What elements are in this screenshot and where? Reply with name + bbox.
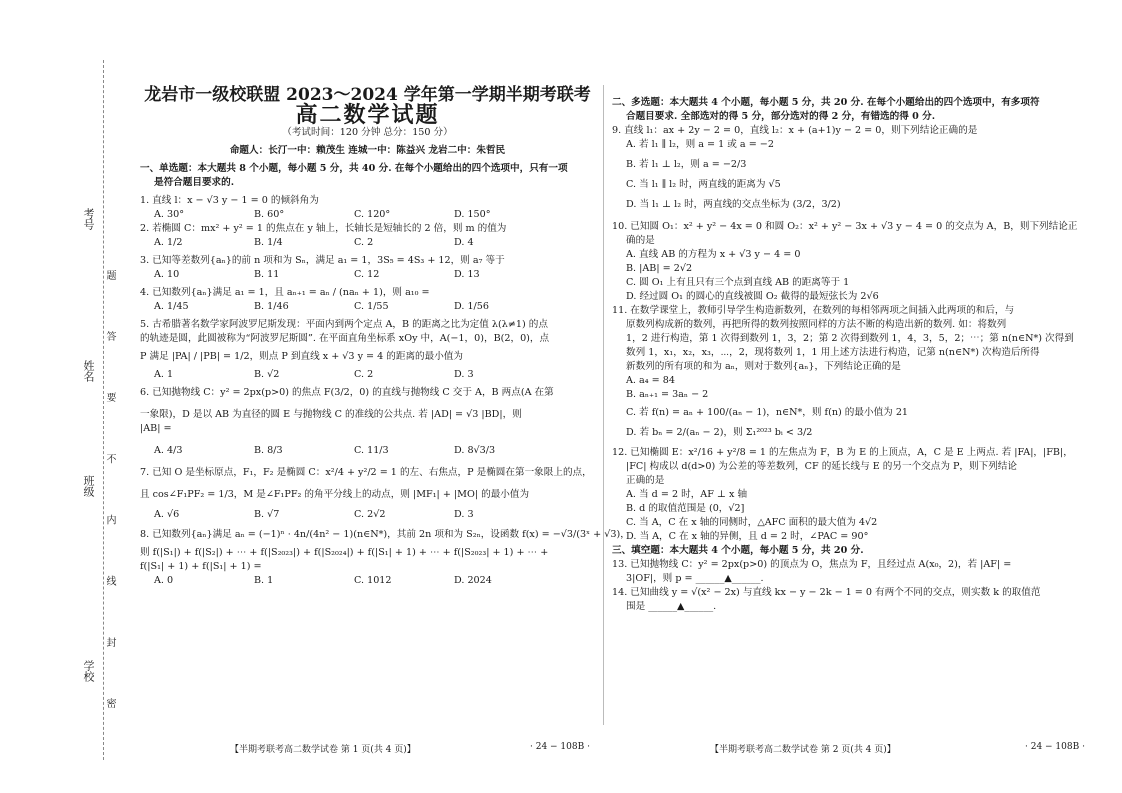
option: B. √2 xyxy=(254,369,280,380)
option: A. 1 xyxy=(154,369,174,380)
option: D. 4 xyxy=(454,237,474,248)
question-9: 9. 直线 l₁：ax + 2y − 2 = 0，直线 l₂：x + (a+1)y − 2 = 0，则下列结论正确的是 xyxy=(612,125,978,136)
question-3-options xyxy=(140,268,595,282)
option: B. 1/46 xyxy=(254,301,289,312)
option: A. 10 xyxy=(154,269,180,280)
option: A. 若 l₁ ∥ l₂，则 a = 1 或 a = −2 xyxy=(626,139,774,150)
option: A. 4/3 xyxy=(154,445,183,456)
option: A. 30° xyxy=(154,209,185,220)
authors: 命题人：长汀一中：赖茂生 连城一中：陈益兴 龙岩二中：朱哲民 xyxy=(229,145,506,156)
question-13: 13. 已知抛物线 C：y² = 2px(p>0) 的顶点为 O，焦点为 F，且经过点 A(x₀，2)，若 |AF| = xyxy=(612,559,1012,570)
option: B. d 的取值范围是 (0，√2] xyxy=(626,503,745,514)
option: A. a₄ = 84 xyxy=(626,375,675,386)
question-2-options xyxy=(140,236,595,250)
option: C. 1012 xyxy=(354,575,392,586)
question-6-cont: |AB| = xyxy=(140,423,172,434)
option: A. 1/45 xyxy=(154,301,189,312)
exam-info: （考试时间：120 分钟 总分：150 分） xyxy=(282,127,453,138)
exam-number-label: 考号 xyxy=(82,208,95,230)
question-5: 5. 古希腊著名数学家阿波罗尼斯发现：平面内到两个定点 A，B 的距离之比为定值 λ(λ≠1) 的点 xyxy=(140,319,548,330)
option: B. √7 xyxy=(254,509,280,520)
page-1 xyxy=(140,85,630,588)
question-11: 11. 在数学课堂上，教师引导学生构造新数列，在数列的每相邻两项之间插入此两项的和后，与 xyxy=(612,305,1015,316)
page-2 xyxy=(612,96,1092,614)
option: D. 150° xyxy=(454,209,491,220)
option: C. 120° xyxy=(354,209,391,220)
option: C. 1/55 xyxy=(354,301,389,312)
option: B. 若 l₁ ⊥ l₂，则 a = −2/3 xyxy=(626,159,747,170)
question-3: 3. 已知等差数列{aₙ}的前 n 项和为 Sₙ，满足 a₁ = 1，3S₅ = 4S₃ + 12，则 a₇ 等于 xyxy=(140,255,505,266)
section-3-heading: 三、填空题：本大题共 4 个小题，每小题 5 分，共 20 分. xyxy=(612,545,864,556)
column-divider xyxy=(603,85,604,725)
option: A. 当 d = 2 时，AF ⊥ x 轴 xyxy=(626,489,748,500)
option: D. 13 xyxy=(454,269,480,280)
section-2-heading-cont: 合题目要求. 全部选对的得 5 分，部分选对的得 2 分，有错选的得 0 分. xyxy=(626,111,936,122)
page-2-footer: 【半期考联考高二数学试卷 第 2 页(共 4 页)】 xyxy=(710,745,896,755)
question-11-cont: 1，2 进行构造，第 1 次得到数列 1，3，2；第 2 次得到数列 1，4，3，5，2；⋯；第 n(n∈N*) 次得到 xyxy=(626,333,1074,344)
option: D. 3 xyxy=(454,509,474,520)
exam-subtitle: 高二数学试题 xyxy=(295,102,440,128)
page-1-code: · 24 − 108B · xyxy=(530,742,590,752)
option: C. 圆 O₁ 上有且只有三个点到直线 AB 的距离等于 1 xyxy=(626,277,850,288)
option: B. 11 xyxy=(254,269,280,280)
page-1-footer: 【半期考联考高二数学试卷 第 1 页(共 4 页)】 xyxy=(230,745,416,755)
option: D. 若 bₙ = 2/(aₙ − 2)，则 Σ₁²⁰²³ bᵢ < 3/2 xyxy=(626,427,813,438)
question-5-options xyxy=(140,368,595,382)
question-6-options xyxy=(140,444,595,458)
option: C. 若 f(n) = aₙ + 100/(aₙ − 1)，n∈N*，则 f(n) 的最小值为 21 xyxy=(626,407,909,418)
binding-strip xyxy=(52,200,122,760)
question-12-cont: 正确的是 xyxy=(626,475,665,486)
option: D. 当 l₁ ⊥ l₂ 时，两直线的交点坐标为 (3/2，3/2) xyxy=(626,199,841,210)
question-1-options xyxy=(140,208,595,222)
option: B. |AB| = 2√2 xyxy=(626,263,693,274)
class-label: 班级 xyxy=(82,475,95,497)
question-8-cont: f(|S₁| + 1) + f(|S₁| + 1) = xyxy=(140,561,262,572)
question-8-cont: 则 f(|S₁|) + f(|S₂|) + ⋯ + f(|S₂₀₂₃|) + f(|S₂₀₂₄|) + f(|S₁| + 1) + ⋯ + f(|S₂₀₂₃| + 1) + ⋯ + xyxy=(140,547,549,558)
option: C. 当 A，C 在 x 轴的同侧时，△AFC 面积的最大值为 4√2 xyxy=(626,517,878,528)
option: D. 8√3/3 xyxy=(454,445,496,456)
option: C. 12 xyxy=(354,269,380,280)
section-1-heading: 一、单选题：本大题共 8 个小题，每小题 5 分，共 40 分. 在每个小题给出的四个选项中，只有一项 xyxy=(140,163,568,174)
option: B. 60° xyxy=(254,209,285,220)
question-2: 2. 若椭圆 C：mx² + y² = 1 的焦点在 y 轴上，长轴长是短轴长的 2 倍，则 m 的值为 xyxy=(140,223,507,234)
option: B. 8/3 xyxy=(254,445,283,456)
question-7-cont: 且 cos∠F₁PF₂ = 1/3，M 是∠F₁PF₂ 的角平分线上的动点，则 |MF₁| + |MO| 的最小值为 xyxy=(140,489,530,500)
option: D. 当 A，C 在 x 轴的异侧，且 d = 2 时，∠PAC = 90° xyxy=(626,531,869,542)
question-8-options xyxy=(140,574,595,588)
question-10-cont: 确的是 xyxy=(626,235,655,246)
option: B. 1 xyxy=(254,575,274,586)
question-8: 8. 已知数列{aₙ}满足 aₙ = (−1)ⁿ · 4n/(4n² − 1)(n∈N*)，其前 2n 项和为 S₂ₙ，设函数 f(x) = −√3/(3ˣ + √3)， xyxy=(140,529,630,540)
section-2-heading: 二、多选题：本大题共 4 个小题，每小题 5 分，共 20 分. 在每个小题给出的四个选项中，有多项符 xyxy=(612,97,1040,108)
question-5-cont: 的轨迹是圆，此圆被称为“阿波罗尼斯圆”. 在平面直角坐标系 xOy 中，A(−1，0)，B(2，0)，点 xyxy=(140,333,550,344)
option: D. 2024 xyxy=(454,575,492,586)
exam-title: 龙岩市一级校联盟 2023～2024 学年第一学期半期考联考 xyxy=(144,85,591,105)
section-1-heading-cont: 是符合题目要求的. xyxy=(154,177,235,188)
question-12: 12. 已知椭圆 E：x²/16 + y²/8 = 1 的左焦点为 F，B 为 E 的上顶点，A，C 是 E 上两点. 若 |FA|，|FB|， xyxy=(612,447,1073,458)
option: A. 1/2 xyxy=(154,237,183,248)
option: A. 0 xyxy=(154,575,174,586)
question-11-cont: 新数列的所有项的和为 aₙ，则对于数列{aₙ}，下列结论正确的是 xyxy=(626,361,901,372)
option: A. 直线 AB 的方程为 x + √3 y − 4 = 0 xyxy=(626,249,801,260)
option: B. 1/4 xyxy=(254,237,283,248)
question-4-options xyxy=(140,300,595,314)
option: D. 1/56 xyxy=(454,301,489,312)
question-7-options xyxy=(140,508,595,522)
question-14-cont: 围是 ______▲______. xyxy=(626,601,717,612)
question-11-cont: 数列 1，x₁，x₂，x₃，⋯，2，现将数列 1，1 用上述方法进行构造，记第 n(n∈N*) 次构造后所得 xyxy=(626,347,1040,358)
option: A. √6 xyxy=(154,509,180,520)
question-5-cont: P 满足 |PA| / |PB| = 1/2，则点 P 到直线 x + √3 y = 4 的距离的最小值为 xyxy=(140,351,464,362)
option: C. 11/3 xyxy=(354,445,389,456)
school-label: 学校 xyxy=(82,660,95,682)
binding-dashed-line xyxy=(103,60,104,760)
question-10: 10. 已知圆 O₁：x² + y² − 4x = 0 和圆 O₂：x² + y² − 3x + √3 y − 4 = 0 的交点为 A，B，则下列结论正 xyxy=(612,221,1078,232)
question-7: 7. 已知 O 是坐标原点，F₁，F₂ 是椭圆 C：x²/4 + y²/2 = 1 的左、右焦点，P 是椭圆在第一象限上的点， xyxy=(140,467,592,478)
option: C. 2√2 xyxy=(354,509,386,520)
question-12-cont: |FC| 构成以 d(d>0) 为公差的等差数列，CF 的延长线与 E 的另一个交点为 P，则下列结论 xyxy=(626,461,1017,472)
option: C. 2 xyxy=(354,369,374,380)
option: C. 2 xyxy=(354,237,374,248)
option: D. 3 xyxy=(454,369,474,380)
option: C. 当 l₁ ∥ l₂ 时，两直线的距离为 √5 xyxy=(626,179,781,190)
page-2-code: · 24 − 108B · xyxy=(1025,742,1085,752)
question-6: 6. 已知抛物线 C：y² = 2px(p>0) 的焦点 F(3/2，0) 的直线与抛物线 C 交于 A，B 两点(A 在第 xyxy=(140,387,554,398)
option: B. aₙ₊₁ = 3aₙ − 2 xyxy=(626,389,709,400)
question-6-cont: 一象限)，D 是以 AB 为直径的圆 E 与抛物线 C 的准线的公共点. 若 |AD| = √3 |BD|，则 xyxy=(140,409,522,420)
option: D. 经过圆 O₁ 的圆心的直线被圆 O₂ 截得的最短弦长为 2√6 xyxy=(626,291,879,302)
seal-text: 题 答 要 不 内 线 封 密 xyxy=(104,270,115,733)
question-11-cont: 原数列构成新的数列，再把所得的数列按照同样的方法不断的构造出新的数列. 如：将数列 xyxy=(626,319,1007,330)
question-14: 14. 已知曲线 y = √(x² − 2x) 与直线 kx − y − 2k − 1 = 0 有两个不同的交点，则实数 k 的取值范 xyxy=(612,587,1041,598)
question-4: 4. 已知数列{aₙ}满足 a₁ = 1，且 aₙ₊₁ = aₙ / (naₙ + 1)，则 a₁₀ = xyxy=(140,287,430,298)
question-13-cont: 3|OF|，则 p = ______▲______. xyxy=(626,573,764,584)
question-1: 1. 直线 l：x − √3 y − 1 = 0 的倾斜角为 xyxy=(140,195,319,206)
name-label: 姓名 xyxy=(82,360,95,382)
